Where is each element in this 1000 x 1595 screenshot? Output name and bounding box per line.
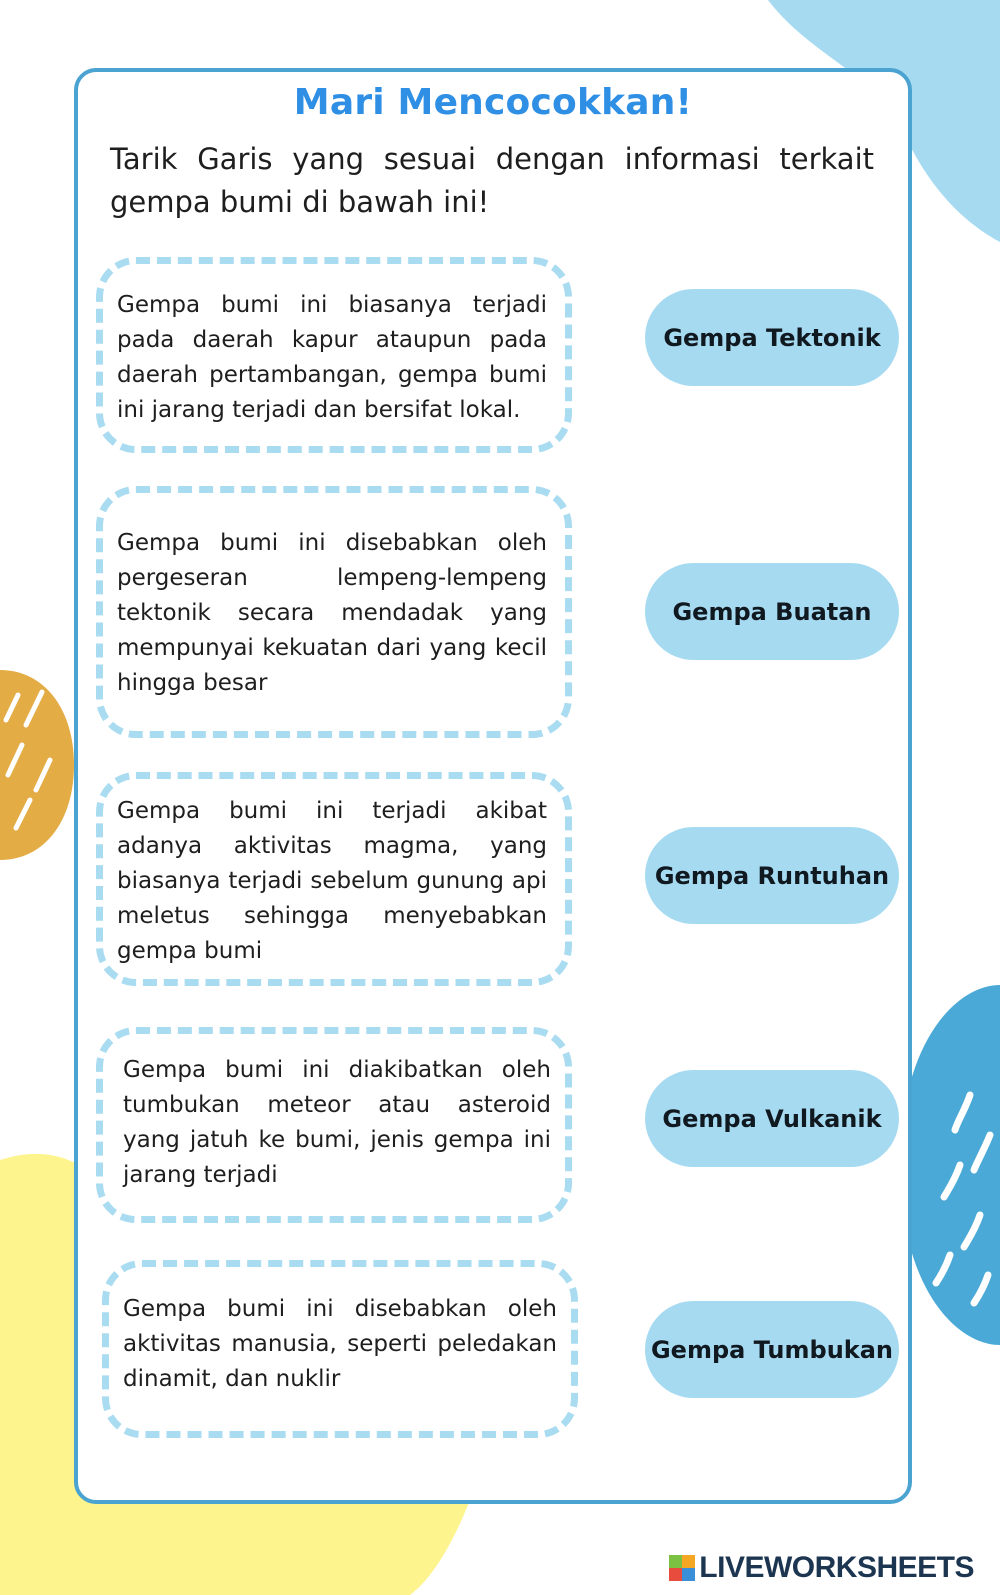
clue-box-2[interactable] [96, 486, 572, 738]
instructions-text: Tarik Garis yang sesuai dengan informasi terkait gempa bumi di bawah ini! [110, 142, 874, 219]
page-title: Mari Mencocokkan! [293, 82, 693, 123]
clue-text-2: Gempa bumi ini disebabkan oleh pergeseran lempeng-lempeng tektonik secara mendadak yang mempunyai kekuatan dari yang kecil hingga besar [117, 530, 547, 696]
clue-box-5[interactable] [102, 1260, 578, 1438]
worksheet-card [74, 68, 912, 1504]
liveworksheets-logo-text: LIVEWORKSHEETS [699, 1551, 974, 1584]
clue-text-4: Gempa bumi ini diakibatkan oleh tumbukan meteor atau asteroid yang jatuh ke bumi, jenis gempa ini jarang terjadi [123, 1057, 551, 1188]
answer-gempa-tektonik[interactable]: Gempa Tektonik [645, 289, 899, 386]
clue-text-3: Gempa bumi ini terjadi akibat adanya aktivitas magma, yang biasanya terjadi sebelum gunung api meletus sehingga menyebabkan gempa bumi [117, 798, 547, 964]
liveworksheets-logo [669, 1551, 974, 1585]
liveworksheets-logo-icon [669, 1555, 695, 1581]
answer-gempa-buatan[interactable]: Gempa Buatan [645, 563, 899, 660]
clue-text-5: Gempa bumi ini disebabkan oleh aktivitas manusia, seperti peledakan dinamit, dan nuklir [123, 1296, 557, 1392]
right-blue-blob [900, 985, 1000, 1355]
clue-text-1: Gempa bumi ini biasanya terjadi pada daerah kapur ataupun pada daerah pertambangan, gempa bumi ini jarang terjadi dan bersifat lokal. [117, 292, 547, 423]
clue-box-4[interactable] [96, 1027, 572, 1223]
left-orange-blob [0, 670, 80, 870]
answer-gempa-vulkanik[interactable]: Gempa Vulkanik [645, 1070, 899, 1167]
answer-gempa-tumbukan[interactable]: Gempa Tumbukan [645, 1301, 899, 1398]
answer-gempa-runtuhan[interactable]: Gempa Runtuhan [645, 827, 899, 924]
clue-box-3[interactable] [96, 772, 572, 986]
clue-box-1[interactable] [96, 257, 572, 453]
